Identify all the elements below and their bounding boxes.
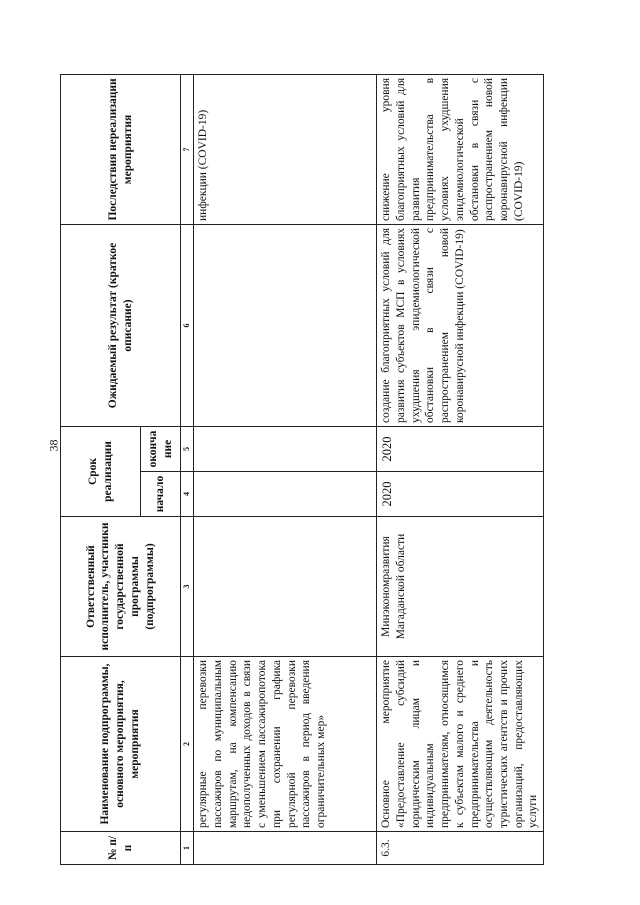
cell-name: регулярные перевозки пассажиров по муниципальным маршрутам, на компенсацию недополученных доходов в связи с уменьшением пассажиропотока при сохранении графика регулярной перевозки пассажиров в период введения ограничительных мер» xyxy=(194,657,377,832)
header-term: Срок реализации xyxy=(61,426,141,516)
cell-consequences: инфекции (COVID-19) xyxy=(194,74,377,224)
header-row xyxy=(61,74,141,864)
col-number: 1 xyxy=(181,832,194,865)
col-number: 4 xyxy=(181,472,194,517)
col-number: 7 xyxy=(181,74,194,224)
col-number: 3 xyxy=(181,517,194,657)
header-start: начало xyxy=(141,472,181,517)
table-row xyxy=(377,74,544,864)
cell-end xyxy=(194,426,377,471)
cell-start: 2020 xyxy=(377,472,544,517)
cell-result xyxy=(194,224,377,426)
header-consequences: Последствия нереализации мероприятия xyxy=(61,74,181,224)
cell-start xyxy=(194,472,377,517)
table-row xyxy=(194,74,377,864)
cell-end: 2020 xyxy=(377,426,544,471)
col-number: 6 xyxy=(181,224,194,426)
header-end: оконча ние xyxy=(141,426,181,471)
col-number: 2 xyxy=(181,657,194,832)
events-table xyxy=(60,74,544,865)
cell-num: 6.3. xyxy=(377,832,544,865)
header-num: № п/п xyxy=(61,832,181,865)
cell-executor: Минэкономразвития Магаданской области xyxy=(377,517,544,657)
cell-consequences: снижение уровня благоприятных условий для развития предпринимательства в условиях ухудшения эпидемиологической обстановки в связи с распространением новой коронавирусной инфекции (COVID-19) xyxy=(377,74,544,224)
cell-name: Основное мероприятие «Предоставление субсидий юридическим лицам и индивидуальным предпринимателям, относящимся к субъектам малого и среднего предпринимательства и осуществляющим деятельность туристических агентств и прочих организаций, предоставляющих услуги xyxy=(377,657,544,832)
page-number: 38 xyxy=(46,439,61,452)
cell-result: создание благоприятных условий для развития субъектов МСП в условиях ухудшения эпидемиологической обстановки в связи с распространением новой коронавирусной инфекции (COVID-19) xyxy=(377,224,544,426)
cell-num xyxy=(194,832,377,865)
col-number: 5 xyxy=(181,426,194,471)
column-numbers-row xyxy=(181,74,194,864)
rotated-page-content xyxy=(60,75,540,865)
header-name: Наименование подпрограммы, основного мероприятия, мероприятия xyxy=(61,657,181,832)
header-executor: Ответственный исполнитель, участники государственной программы (подпрограммы) xyxy=(61,517,181,657)
header-result: Ожидаемый результат (краткое описание) xyxy=(61,224,181,426)
cell-executor xyxy=(194,517,377,657)
